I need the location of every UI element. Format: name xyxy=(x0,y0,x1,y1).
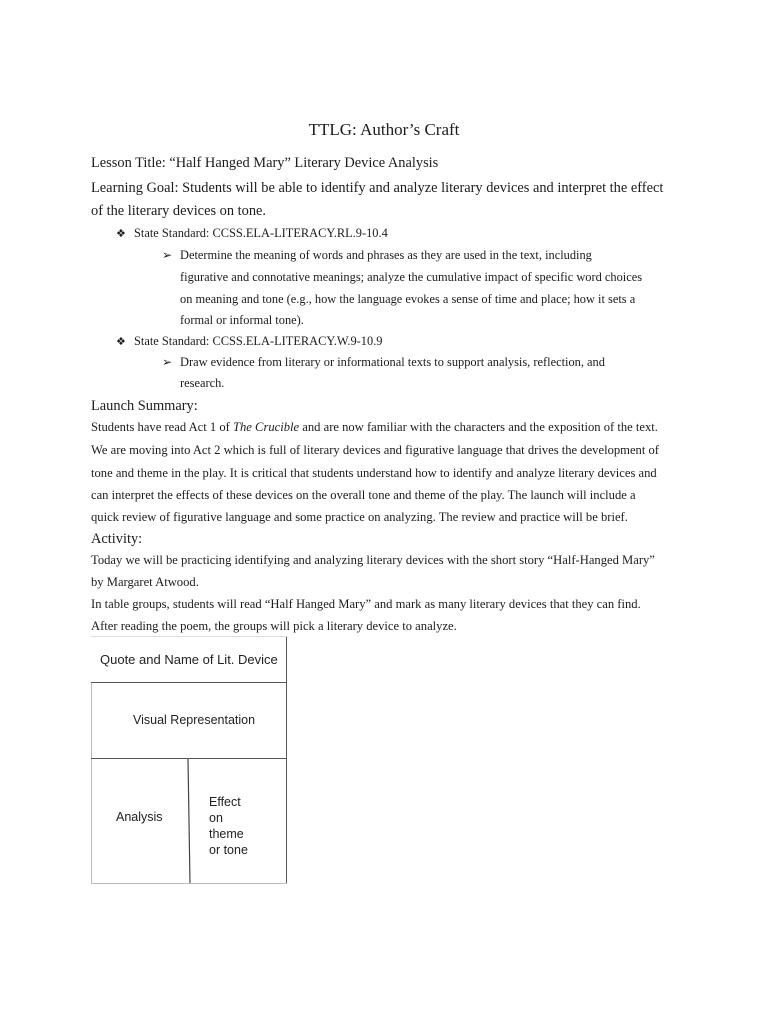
effect-label-line: or tone xyxy=(209,843,248,857)
launch-heading: Launch Summary: xyxy=(91,398,198,414)
standard-1-detail-line xyxy=(162,248,592,263)
activity-line: After reading the poem, the groups will pick a literary device to analyze. xyxy=(91,619,457,633)
standard-2-detail-text: Draw evidence from literary or informational texts to support analysis, reflection, and xyxy=(180,355,605,369)
arrow-bullet-icon: ➢ xyxy=(162,248,173,262)
launch-line: tone and theme in the play. It is critical that students understand how to identify and analyze literary devices and xyxy=(91,466,657,480)
learning-goal-line-1: Learning Goal: Students will be able to identify and analyze literary devices and interpret the effect xyxy=(91,180,664,196)
diamond-bullet-icon: ❖ xyxy=(116,227,126,240)
launch-line: can interpret the effects of these devices on the overall tone and theme of the play. The launch will include a xyxy=(91,488,636,502)
effect-label-line: on xyxy=(209,811,223,825)
standard-1-detail-line: formal or informal tone). xyxy=(180,313,304,327)
standard-2-detail-line xyxy=(162,355,605,370)
analysis-label: Analysis xyxy=(116,810,163,824)
launch-line: quick review of figurative language and some practice on analyzing. The review and practice will be brief. xyxy=(91,510,628,524)
arrow-bullet-icon: ➢ xyxy=(162,355,173,369)
launch-line: We are moving into Act 2 which is full of literary devices and figurative language that drives the development of xyxy=(91,443,659,457)
diamond-bullet-icon: ❖ xyxy=(116,335,126,348)
play-title: The Crucible xyxy=(233,420,300,434)
standard-2-detail-line: research. xyxy=(180,376,225,390)
page-title: TTLG: Author’s Craft xyxy=(308,120,460,139)
lesson-title: Lesson Title: “Half Hanged Mary” Literary Device Analysis xyxy=(91,155,439,171)
activity-line: by Margaret Atwood. xyxy=(91,575,199,589)
launch-line xyxy=(91,420,658,435)
quote-label: Quote and Name of Lit. Device xyxy=(100,652,278,667)
standard-1-detail-line: figurative and connotative meanings; analyze the cumulative impact of specific word choices xyxy=(180,270,643,284)
visual-representation-label: Visual Representation xyxy=(133,713,256,727)
diagram-vertical-divider xyxy=(91,636,287,884)
standard-1-text: State Standard: CCSS.ELA-LITERACY.RL.9-10.4 xyxy=(134,226,388,240)
standard-1-detail-text: Determine the meaning of words and phrases as they are used in the text, including xyxy=(180,248,592,262)
launch-text: and are now familiar with the characters and the exposition of the text. xyxy=(299,420,658,434)
learning-goal-line-2: of the literary devices on tone. xyxy=(91,203,267,219)
launch-text: Students have read Act 1 of xyxy=(91,420,233,434)
standard-1 xyxy=(116,226,388,241)
standard-2 xyxy=(116,334,383,349)
effect-label-line: Effect xyxy=(209,795,241,809)
activity-line: In table groups, students will read “Half Hanged Mary” and mark as many literary devices that they can find. xyxy=(91,597,641,611)
effect-label-line: theme xyxy=(209,827,244,841)
standard-1-detail-line: on meaning and tone (e.g., how the language evokes a sense of time and place; how it sets a xyxy=(180,292,636,306)
analysis-organizer-diagram xyxy=(91,636,287,884)
activity-heading: Activity: xyxy=(91,531,143,547)
activity-line: Today we will be practicing identifying and analyzing literary devices with the short story “Half-Hanged Mary” xyxy=(91,553,655,567)
standard-2-text: State Standard: CCSS.ELA-LITERACY.W.9-10.9 xyxy=(134,334,383,348)
